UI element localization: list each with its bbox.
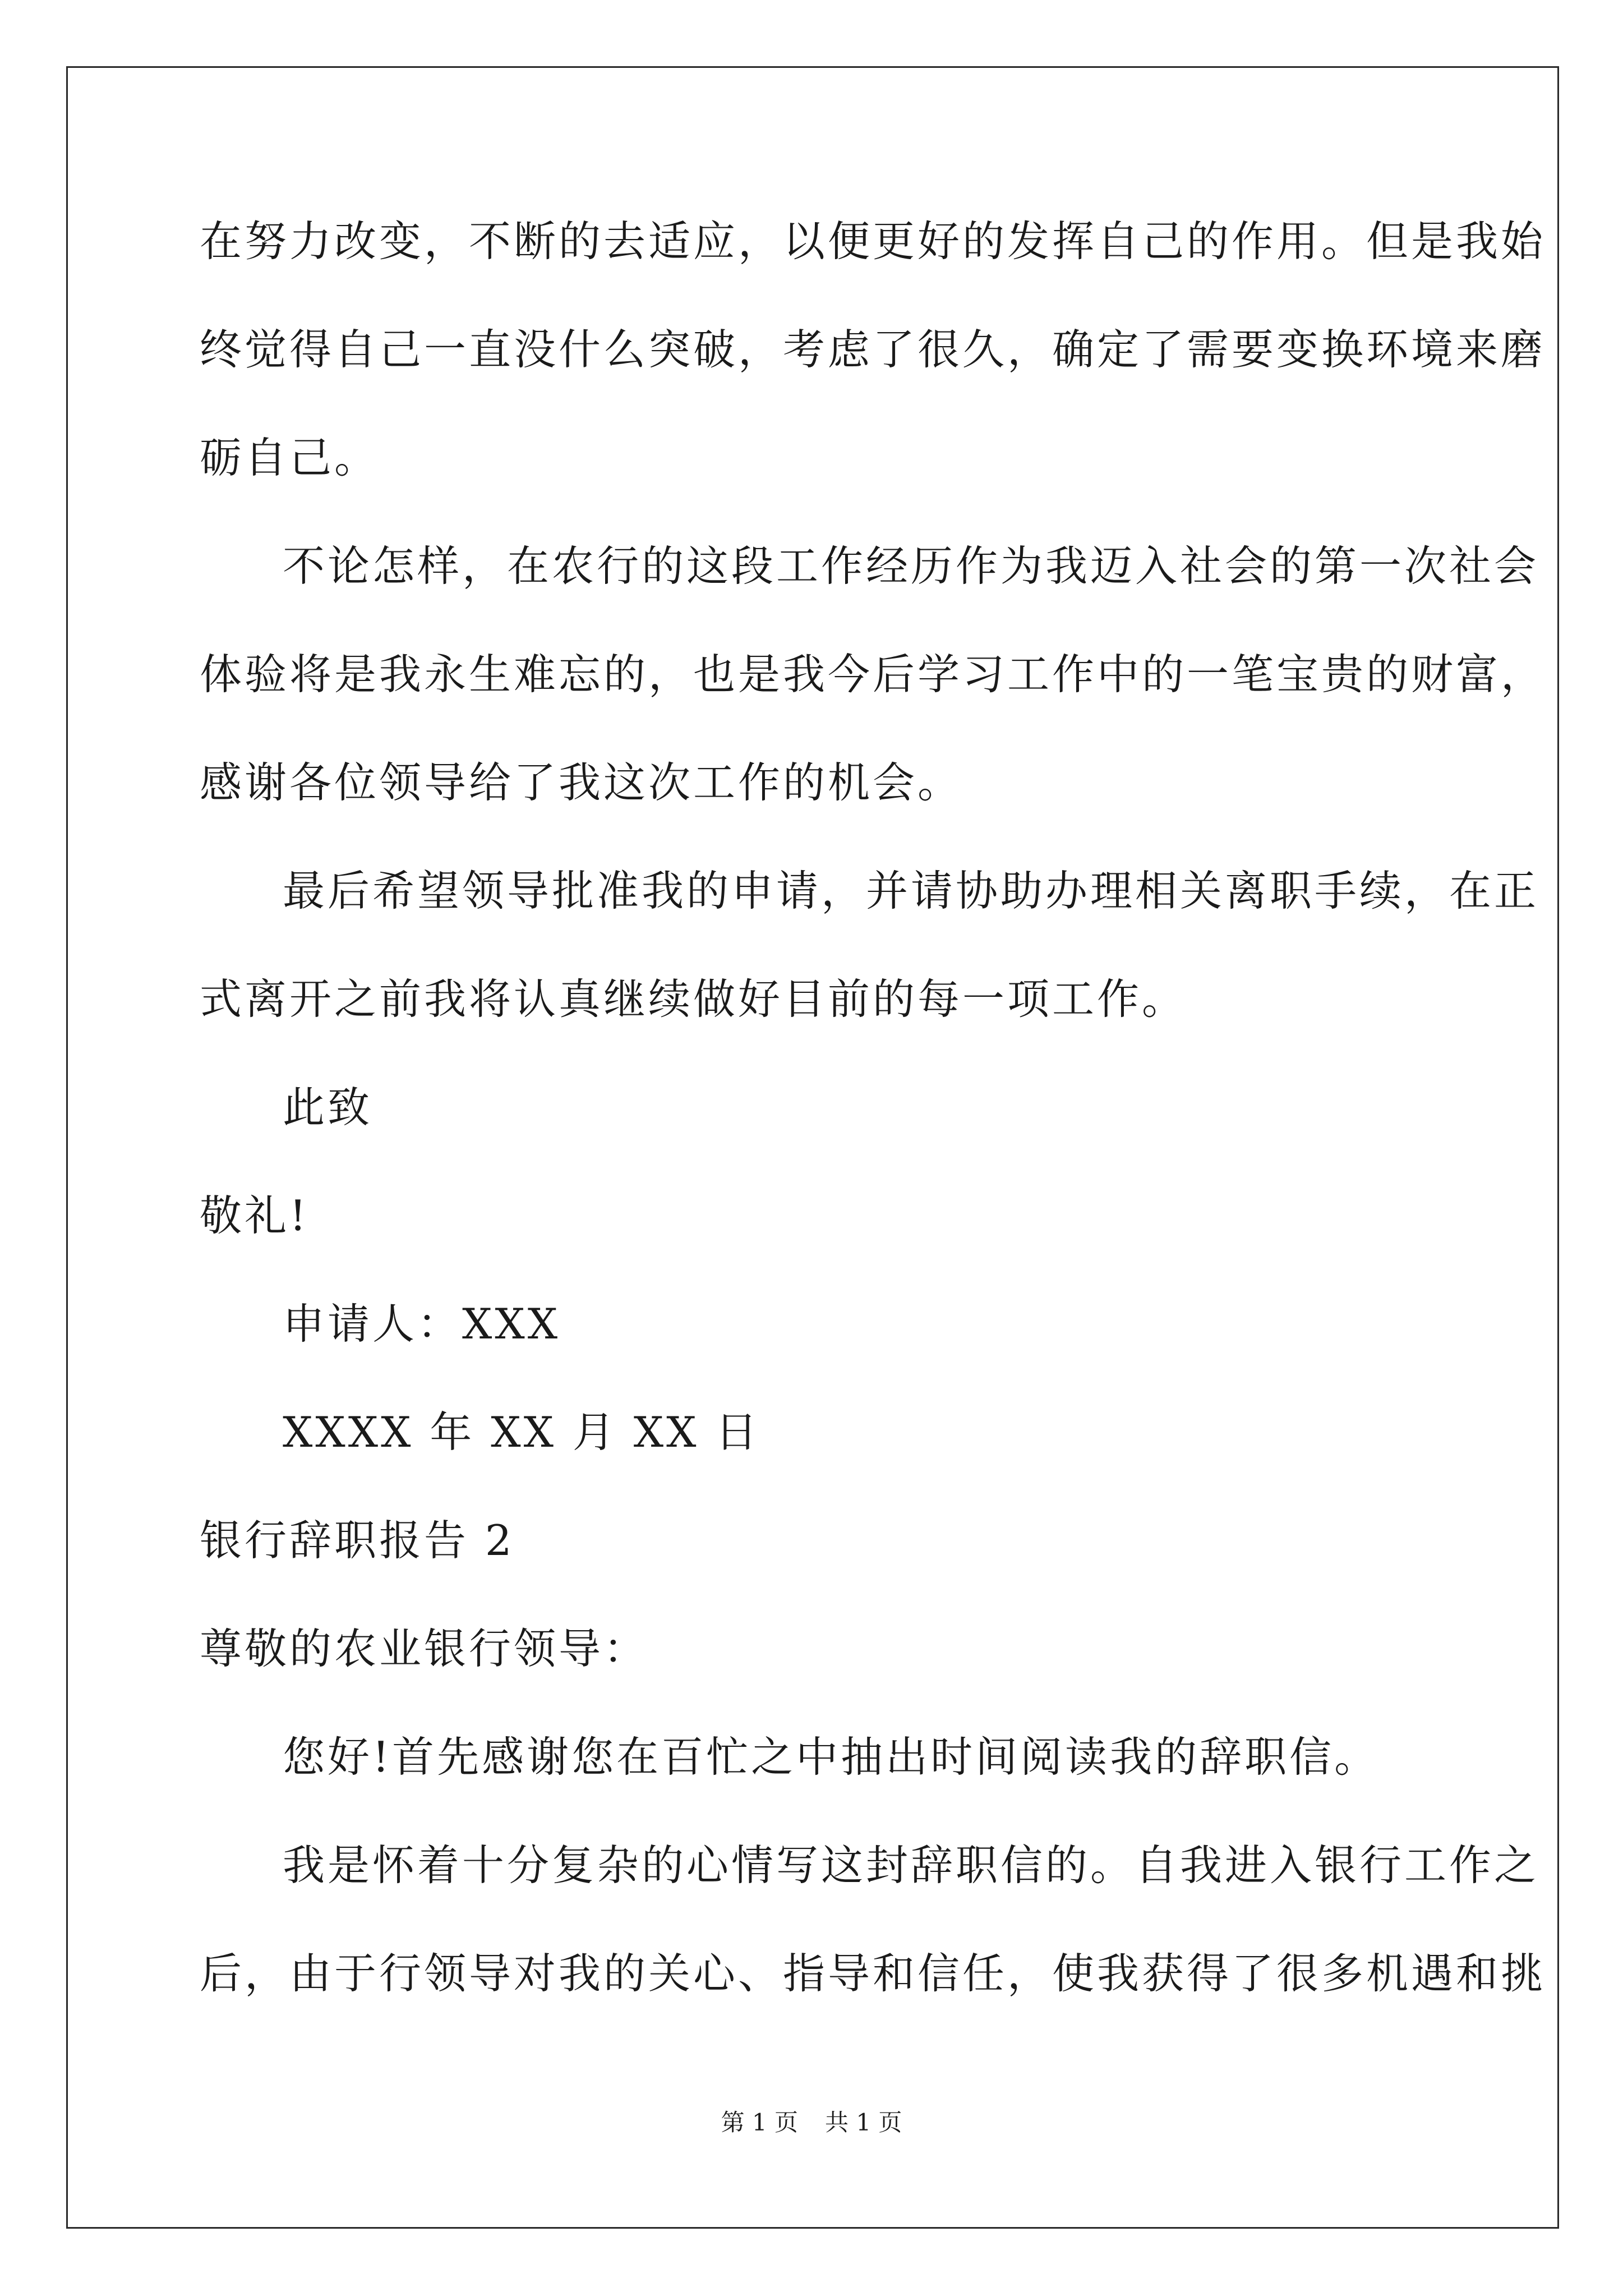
- page-number-current: 第 1 页: [721, 2109, 798, 2136]
- page-border: [66, 66, 1559, 2229]
- letter-greeting: 尊敬的农业银行领导：: [200, 1624, 649, 1673]
- page-number-total: 共 1 页: [825, 2109, 902, 2136]
- page-footer: [0, 2108, 1623, 2137]
- paragraph-line: 感谢各位领导给了我这次工作的机会。: [200, 758, 963, 807]
- paragraph-line: 终觉得自己一直没什么突破，考虑了很久，确定了需要变换环境来磨: [200, 325, 1546, 374]
- section-title: 银行辞职报告 2: [200, 1516, 515, 1565]
- paragraph-line: 后，由于行领导对我的关心、指导和信任，使我获得了很多机遇和挑: [200, 1949, 1546, 1998]
- paragraph-line: 砺自己。: [200, 433, 380, 482]
- paragraph-line: 在努力改变，不断的去适应，以便更好的发挥自己的作用。但是我始: [200, 217, 1546, 266]
- applicant-name: 申请人：XXX: [283, 1299, 561, 1349]
- letter-date: XXXX 年 XX 月 XX 日: [283, 1407, 760, 1457]
- paragraph-line: 您好!首先感谢您在百忙之中抽出时间阅读我的辞职信。: [283, 1732, 1380, 1782]
- paragraph-line: 最后希望领导批准我的申请，并请协助办理相关离职手续，在正: [283, 866, 1539, 915]
- closing-regards: 敬礼!: [200, 1191, 310, 1240]
- paragraph-line: 不论怎样，在农行的这段工作经历作为我迈入社会的第一次社会: [283, 541, 1539, 591]
- paragraph-line: 体验将是我永生难忘的，也是我今后学习工作中的一笔宝贵的财富，: [200, 650, 1546, 699]
- paragraph-line: 我是怀着十分复杂的心情写这封辞职信的。自我进入银行工作之: [283, 1841, 1539, 1890]
- paragraph-line: 式离开之前我将认真继续做好目前的每一项工作。: [200, 974, 1187, 1024]
- closing-salutation: 此致: [283, 1083, 373, 1132]
